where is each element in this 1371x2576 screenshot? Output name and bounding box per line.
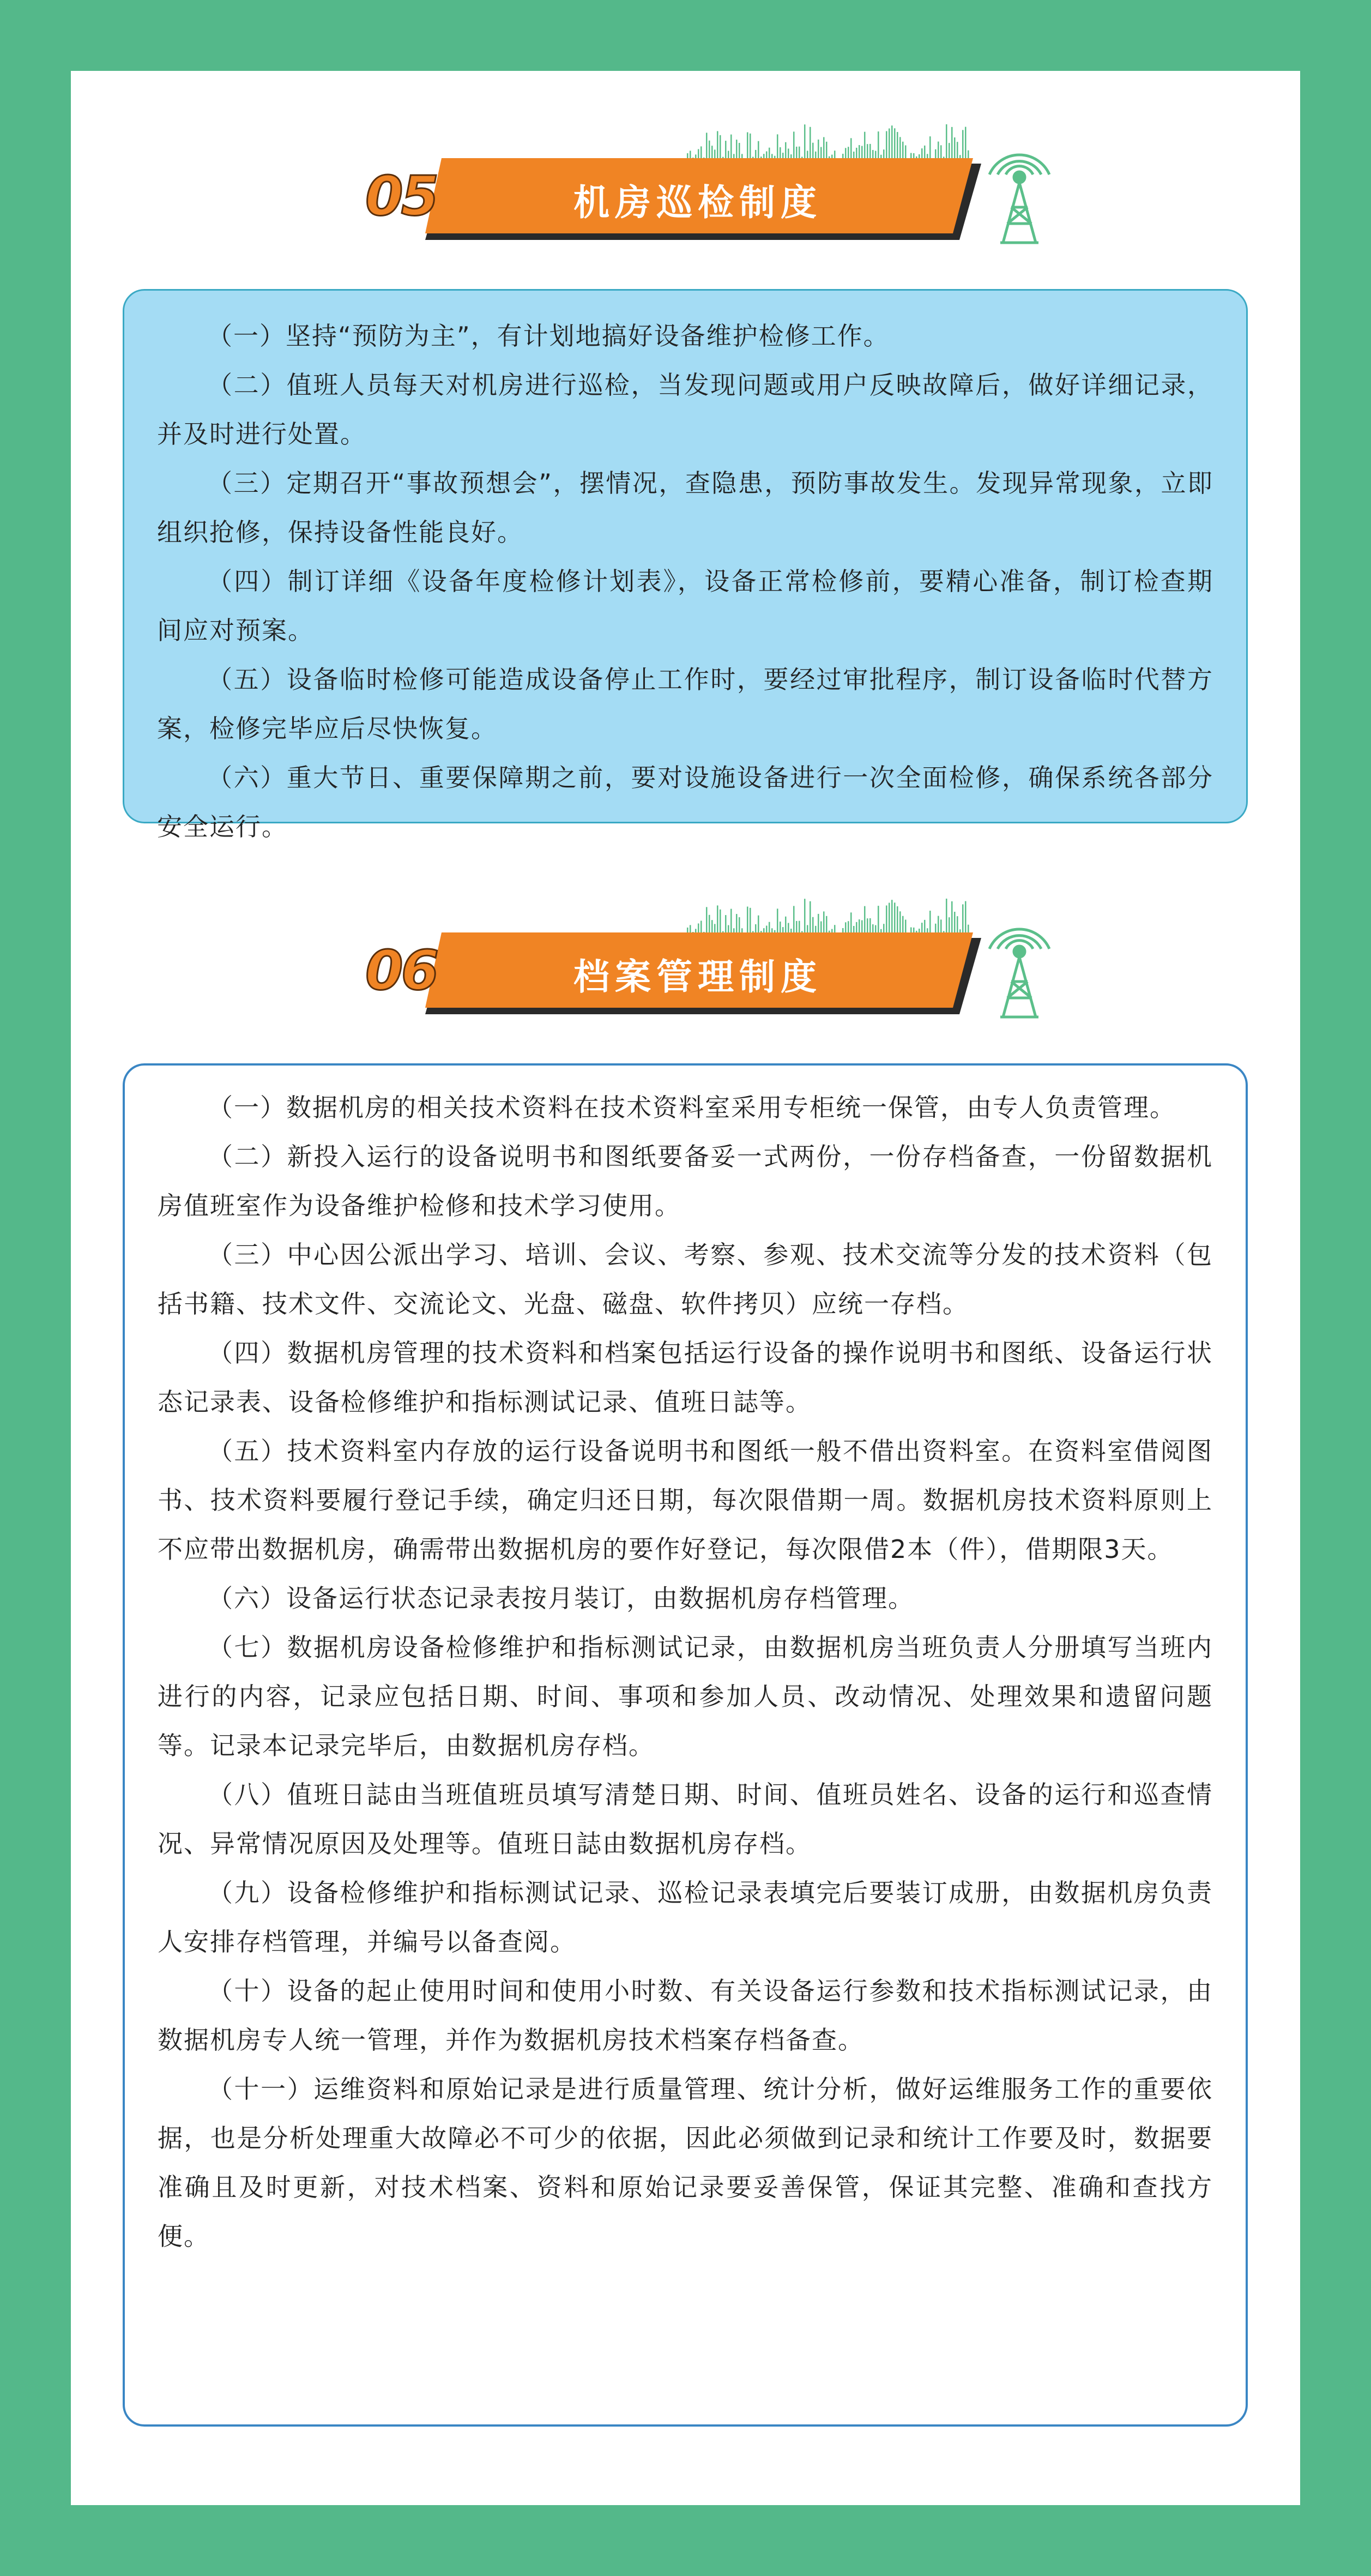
paragraph: （八）值班日誌由当班值班员填写清楚日期、时间、值班员姓名、设备的运行和巡查情况、异常情况原因及处理等。值班日誌由数据机房存档。 (158, 1780, 1213, 1858)
paragraph: （九）设备检修维护和指标测试记录、巡检记录表填完后要装订成册，由数据机房负责人安排存档管理，并编号以备查阅。 (158, 1878, 1213, 1957)
archive-rules-box (123, 1063, 1248, 2427)
section-06-header (71, 894, 1300, 1025)
paragraph: （一）坚持“预防为主”，有计划地搞好设备维护检修工作。 (207, 321, 890, 351)
paragraph: （一）数据机房的相关技术资料在技术资料室采用专柜统一保管，由专人负责管理。 (208, 1093, 1176, 1122)
paragraph: （六）重大节日、重要保障期之前，要对设施设备进行一次全面检修，确保系统各部分安全运行。 (157, 763, 1213, 841)
signal-tower-icon (981, 911, 1058, 1020)
paragraph: （五）技术资料室内存放的运行设备说明书和图纸一般不借出资料室。在资料室借阅图书、技术资料要履行登记手续，确定归还日期，每次限借期一周。数据机房技术资料原则上不应带出数据机房，确需带出数据机房的要作好登记，每次限借2本（件），借期限3天。 (158, 1436, 1213, 1564)
paragraph: （五）设备临时检修可能造成设备停止工作时，要经过审批程序，制订设备临时代替方案，检修完毕应后尽快恢复。 (157, 665, 1213, 743)
paragraph: （十一）运维资料和原始记录是进行质量管理、统计分析，做好运维服务工作的重要依据，也是分析处理重大故障必不可少的依据，因此必须做到记录和统计工作要及时，数据要准确且及时更新，对技术档案、资料和原始记录要妥善保管，保证其完整、准确和查找方便。 (158, 2074, 1213, 2251)
section-number: 06 (365, 938, 437, 1002)
paragraph: （三）中心因公派出学习、培训、会议、考察、参观、技术交流等分发的技术资料（包括书籍、技术文件、交流论文、光盘、磁盘、软件拷贝）应统一存档。 (158, 1240, 1213, 1319)
section-title: 机房巡检制度 (573, 181, 822, 224)
paragraph: （四）制订详细《设备年度检修计划表》，设备正常检修前，要精心准备，制订检查期间应对预案。 (157, 567, 1213, 645)
paragraph: （二）新投入运行的设备说明书和图纸要备妥一式两份，一份存档备查，一份留数据机房值班室作为设备维护检修和技术学习使用。 (158, 1142, 1213, 1220)
paragraph: （六）设备运行状态记录表按月装订，由数据机房存档管理。 (208, 1584, 914, 1613)
signal-tower-icon (981, 136, 1058, 245)
paragraph: （二）值班人员每天对机房进行巡检，当发现问题或用户反映故障后，做好详细记录，并及时进行处置。 (157, 370, 1213, 449)
paragraph: （十）设备的起止使用时间和使用小时数、有关设备运行参数和技术指标测试记录，由数据机房专人统一管理，并作为数据机房技术档案存档备查。 (158, 1976, 1213, 2055)
paragraph: （四）数据机房管理的技术资料和档案包括运行设备的操作说明书和图纸、设备运行状态记录表、设备检修维护和指标测试记录、值班日誌等。 (158, 1338, 1213, 1417)
section-title: 档案管理制度 (573, 955, 822, 998)
paragraph: （七）数据机房设备检修维护和指标测试记录，由数据机房当班负责人分册填写当班内进行的内容，记录应包括日期、时间、事项和参加人员、改动情况、处理效果和遗留问题等。记录本记录完毕后，由数据机房存档。 (158, 1633, 1213, 1760)
inspection-rules-box (123, 289, 1248, 841)
section-number: 05 (365, 164, 437, 228)
page (71, 71, 1300, 2505)
section-05-header (71, 120, 1300, 251)
paragraph: （三）定期召开“事故预想会”，摆情况，查隐患，预防事故发生。发现异常现象，立即组织抢修，保持设备性能良好。 (157, 468, 1213, 547)
